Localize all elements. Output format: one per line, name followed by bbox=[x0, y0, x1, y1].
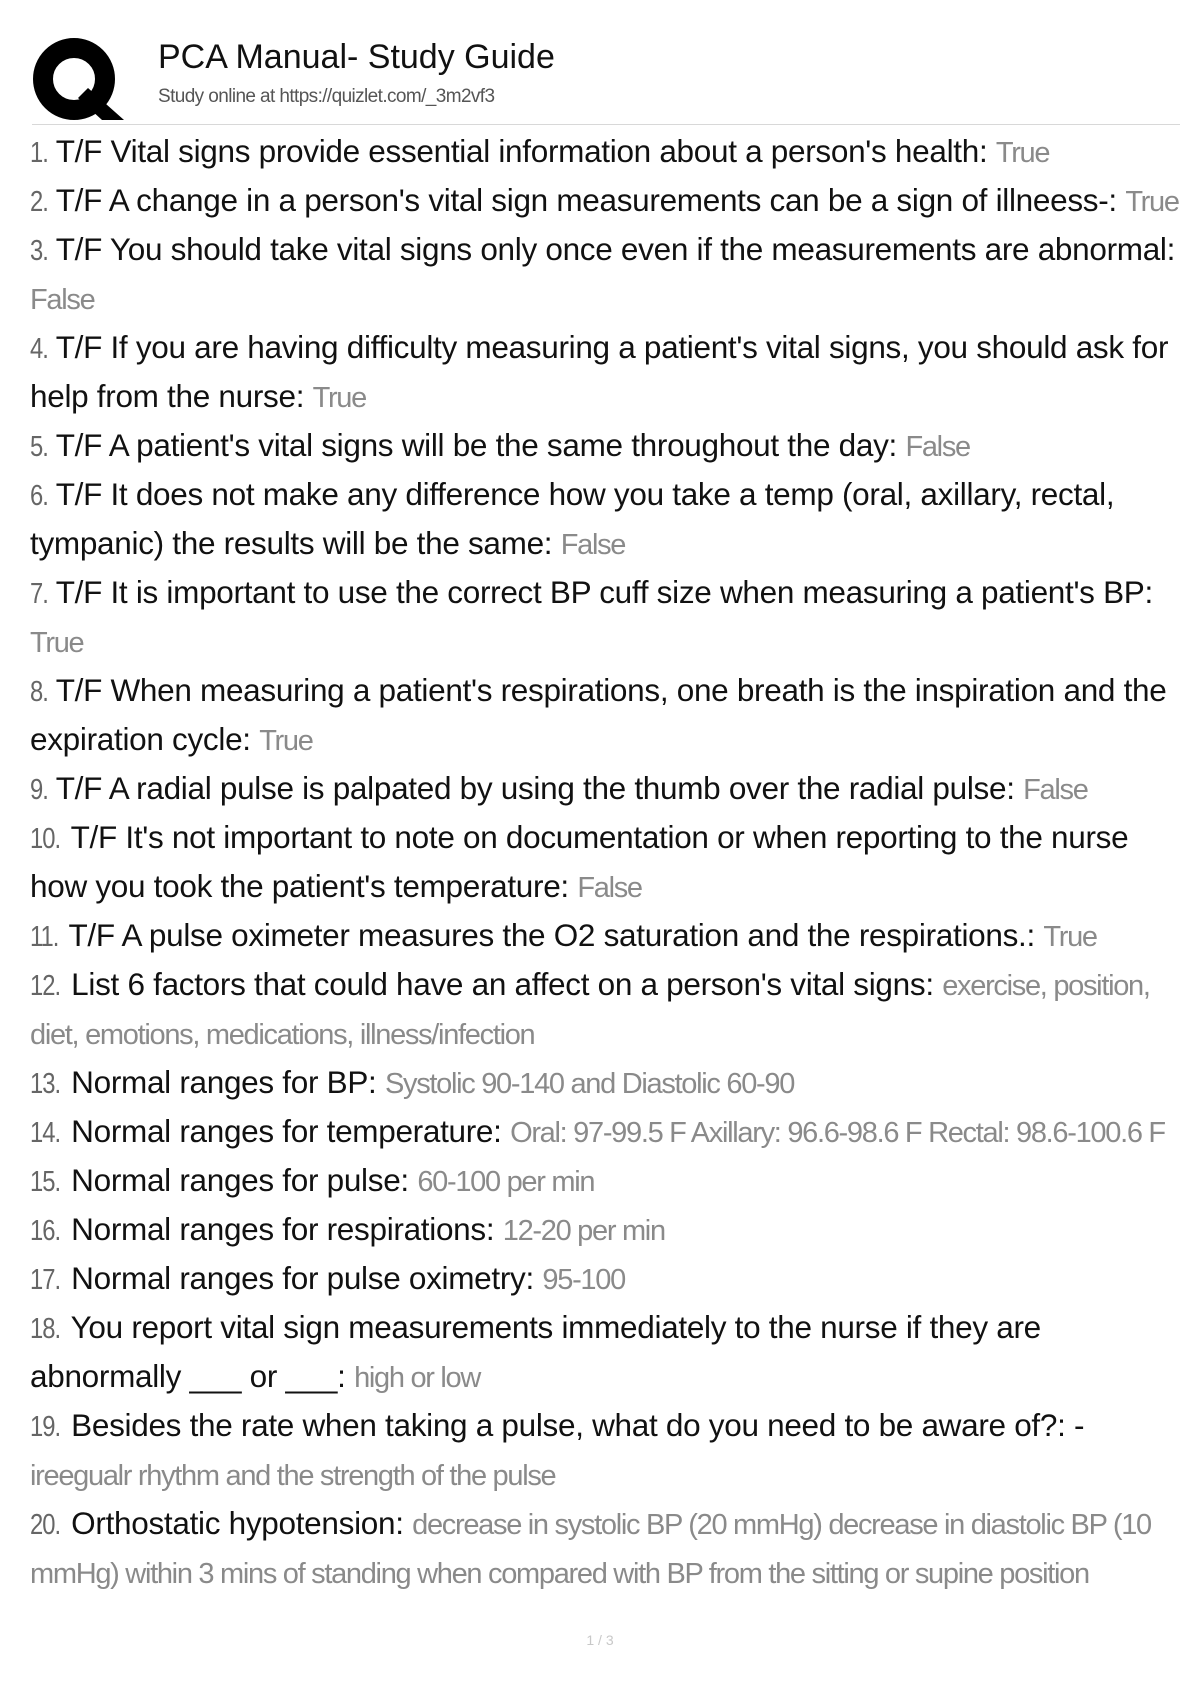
item-number: 4. bbox=[30, 333, 48, 365]
answer-text: False bbox=[560, 529, 626, 561]
item-number: 18. bbox=[30, 1313, 61, 1345]
list-item bbox=[30, 961, 1180, 1059]
answer-text: False bbox=[1023, 774, 1088, 806]
question-text: Normal ranges for pulse: bbox=[71, 1162, 409, 1198]
question-text: T/F If you are having difficulty measuring a patient's vital signs, you should ask for help from the nurse: bbox=[30, 329, 1169, 414]
question-text: T/F A radial pulse is palpated by using the thumb over the radial pulse: bbox=[55, 770, 1015, 806]
answer-text: True bbox=[312, 382, 366, 414]
answer-text: exercise, position, diet, emotions, medications, illness/infection bbox=[30, 970, 1150, 1051]
answer-text: ireegualr rhythm and the strength of the pulse bbox=[30, 1460, 556, 1492]
list-item bbox=[30, 226, 1180, 324]
list-item bbox=[30, 814, 1180, 912]
list-item bbox=[30, 128, 1180, 177]
item-number: 8. bbox=[30, 676, 48, 708]
quizlet-q-logo-icon bbox=[32, 36, 140, 122]
item-number: 15. bbox=[30, 1166, 61, 1198]
item-number: 10. bbox=[30, 823, 61, 855]
item-number: 3. bbox=[30, 235, 48, 267]
list-item bbox=[30, 324, 1180, 422]
list-item bbox=[30, 422, 1180, 471]
question-text: T/F A change in a person's vital sign measurements can be a sign of illneess-: bbox=[55, 182, 1117, 218]
answer-text: True bbox=[995, 137, 1050, 169]
item-number: 12. bbox=[30, 970, 61, 1002]
question-text: Normal ranges for respirations: bbox=[71, 1211, 495, 1247]
list-item bbox=[30, 765, 1180, 814]
document-source-link[interactable]: Study online at https://quizlet.com/_3m2vf3 bbox=[158, 86, 495, 107]
answer-text: 95-100 bbox=[542, 1264, 625, 1296]
answer-text: 60-100 per min bbox=[417, 1166, 595, 1198]
item-number: 6. bbox=[30, 480, 48, 512]
item-number: 11. bbox=[30, 921, 59, 953]
question-answer-list bbox=[30, 128, 1180, 1598]
question-text: T/F When measuring a patient's respirations, one breath is the inspiration and the expiration cycle: bbox=[30, 672, 1167, 757]
question-text: T/F A patient's vital signs will be the same throughout the day: bbox=[55, 427, 897, 463]
answer-text: False bbox=[905, 431, 970, 463]
item-number: 2. bbox=[30, 186, 48, 218]
question-text: T/F It does not make any difference how you take a temp (oral, axillary, rectal, tympanic) the results will be the same: bbox=[30, 476, 1115, 561]
question-text: T/F You should take vital signs only once even if the measurements are abnormal: bbox=[55, 231, 1176, 267]
document-header bbox=[32, 34, 1180, 125]
list-item bbox=[30, 1157, 1180, 1206]
list-item bbox=[30, 1108, 1180, 1157]
list-item bbox=[30, 1500, 1180, 1598]
list-item bbox=[30, 667, 1180, 765]
list-item bbox=[30, 1206, 1180, 1255]
list-item bbox=[30, 1402, 1180, 1500]
answer-text: high or low bbox=[354, 1362, 481, 1394]
item-number: 1. bbox=[30, 137, 48, 169]
item-number: 16. bbox=[30, 1215, 61, 1247]
item-number: 5. bbox=[30, 431, 48, 463]
answer-text: decrease in systolic BP (20 mmHg) decrease in diastolic BP (10 mmHg) within 3 mins of standing when compared with BP from the sitting or supine position bbox=[30, 1509, 1151, 1590]
answer-text: False bbox=[30, 284, 95, 316]
item-number: 19. bbox=[30, 1411, 61, 1443]
answer-text: True bbox=[1125, 186, 1179, 218]
question-text: Orthostatic hypotension: bbox=[71, 1505, 404, 1541]
answer-text: True bbox=[30, 627, 84, 659]
list-item bbox=[30, 471, 1180, 569]
answer-text: Systolic 90-140 and Diastolic 60-90 bbox=[384, 1068, 795, 1100]
answer-text: Oral: 97-99.5 F Axillary: 96.6-98.6 F Rectal: 98.6-100.6 F bbox=[510, 1117, 1165, 1149]
answer-text: 12-20 per min bbox=[502, 1215, 665, 1247]
item-number: 13. bbox=[30, 1068, 61, 1100]
item-number: 20. bbox=[30, 1509, 61, 1541]
question-text: Normal ranges for pulse oximetry: bbox=[71, 1260, 534, 1296]
item-number: 14. bbox=[30, 1117, 61, 1149]
list-item bbox=[30, 569, 1180, 667]
item-number: 9. bbox=[30, 774, 48, 806]
question-text: T/F It is important to use the correct BP cuff size when measuring a patient's BP: bbox=[55, 574, 1153, 610]
question-text: List 6 factors that could have an affect on a person's vital signs: bbox=[71, 966, 934, 1002]
question-text: You report vital sign measurements immediately to the nurse if they are abnormally ___ or ___: bbox=[30, 1309, 1041, 1394]
question-text: Normal ranges for BP: bbox=[71, 1064, 377, 1100]
answer-text: True bbox=[1043, 921, 1097, 953]
list-item bbox=[30, 177, 1180, 226]
answer-text: True bbox=[259, 725, 313, 757]
list-item bbox=[30, 1304, 1180, 1402]
question-text: T/F Vital signs provide essential information about a person's health: bbox=[55, 133, 988, 169]
question-text: T/F A pulse oximeter measures the O2 saturation and the respirations.: bbox=[68, 917, 1035, 953]
page-number: 1 / 3 bbox=[586, 1632, 614, 1648]
answer-text: False bbox=[577, 872, 642, 904]
question-text: Normal ranges for temperature: bbox=[71, 1113, 502, 1149]
item-number: 7. bbox=[30, 578, 48, 610]
item-number: 17. bbox=[30, 1264, 61, 1296]
list-item bbox=[30, 912, 1180, 961]
document-title: PCA Manual- Study Guide bbox=[158, 38, 555, 76]
list-item bbox=[30, 1059, 1180, 1108]
question-text: T/F It's not important to note on documentation or when reporting to the nurse how you took the patient's temperature: bbox=[30, 819, 1129, 904]
list-item bbox=[30, 1255, 1180, 1304]
question-text: Besides the rate when taking a pulse, what do you need to be aware of?: - bbox=[71, 1407, 1085, 1443]
